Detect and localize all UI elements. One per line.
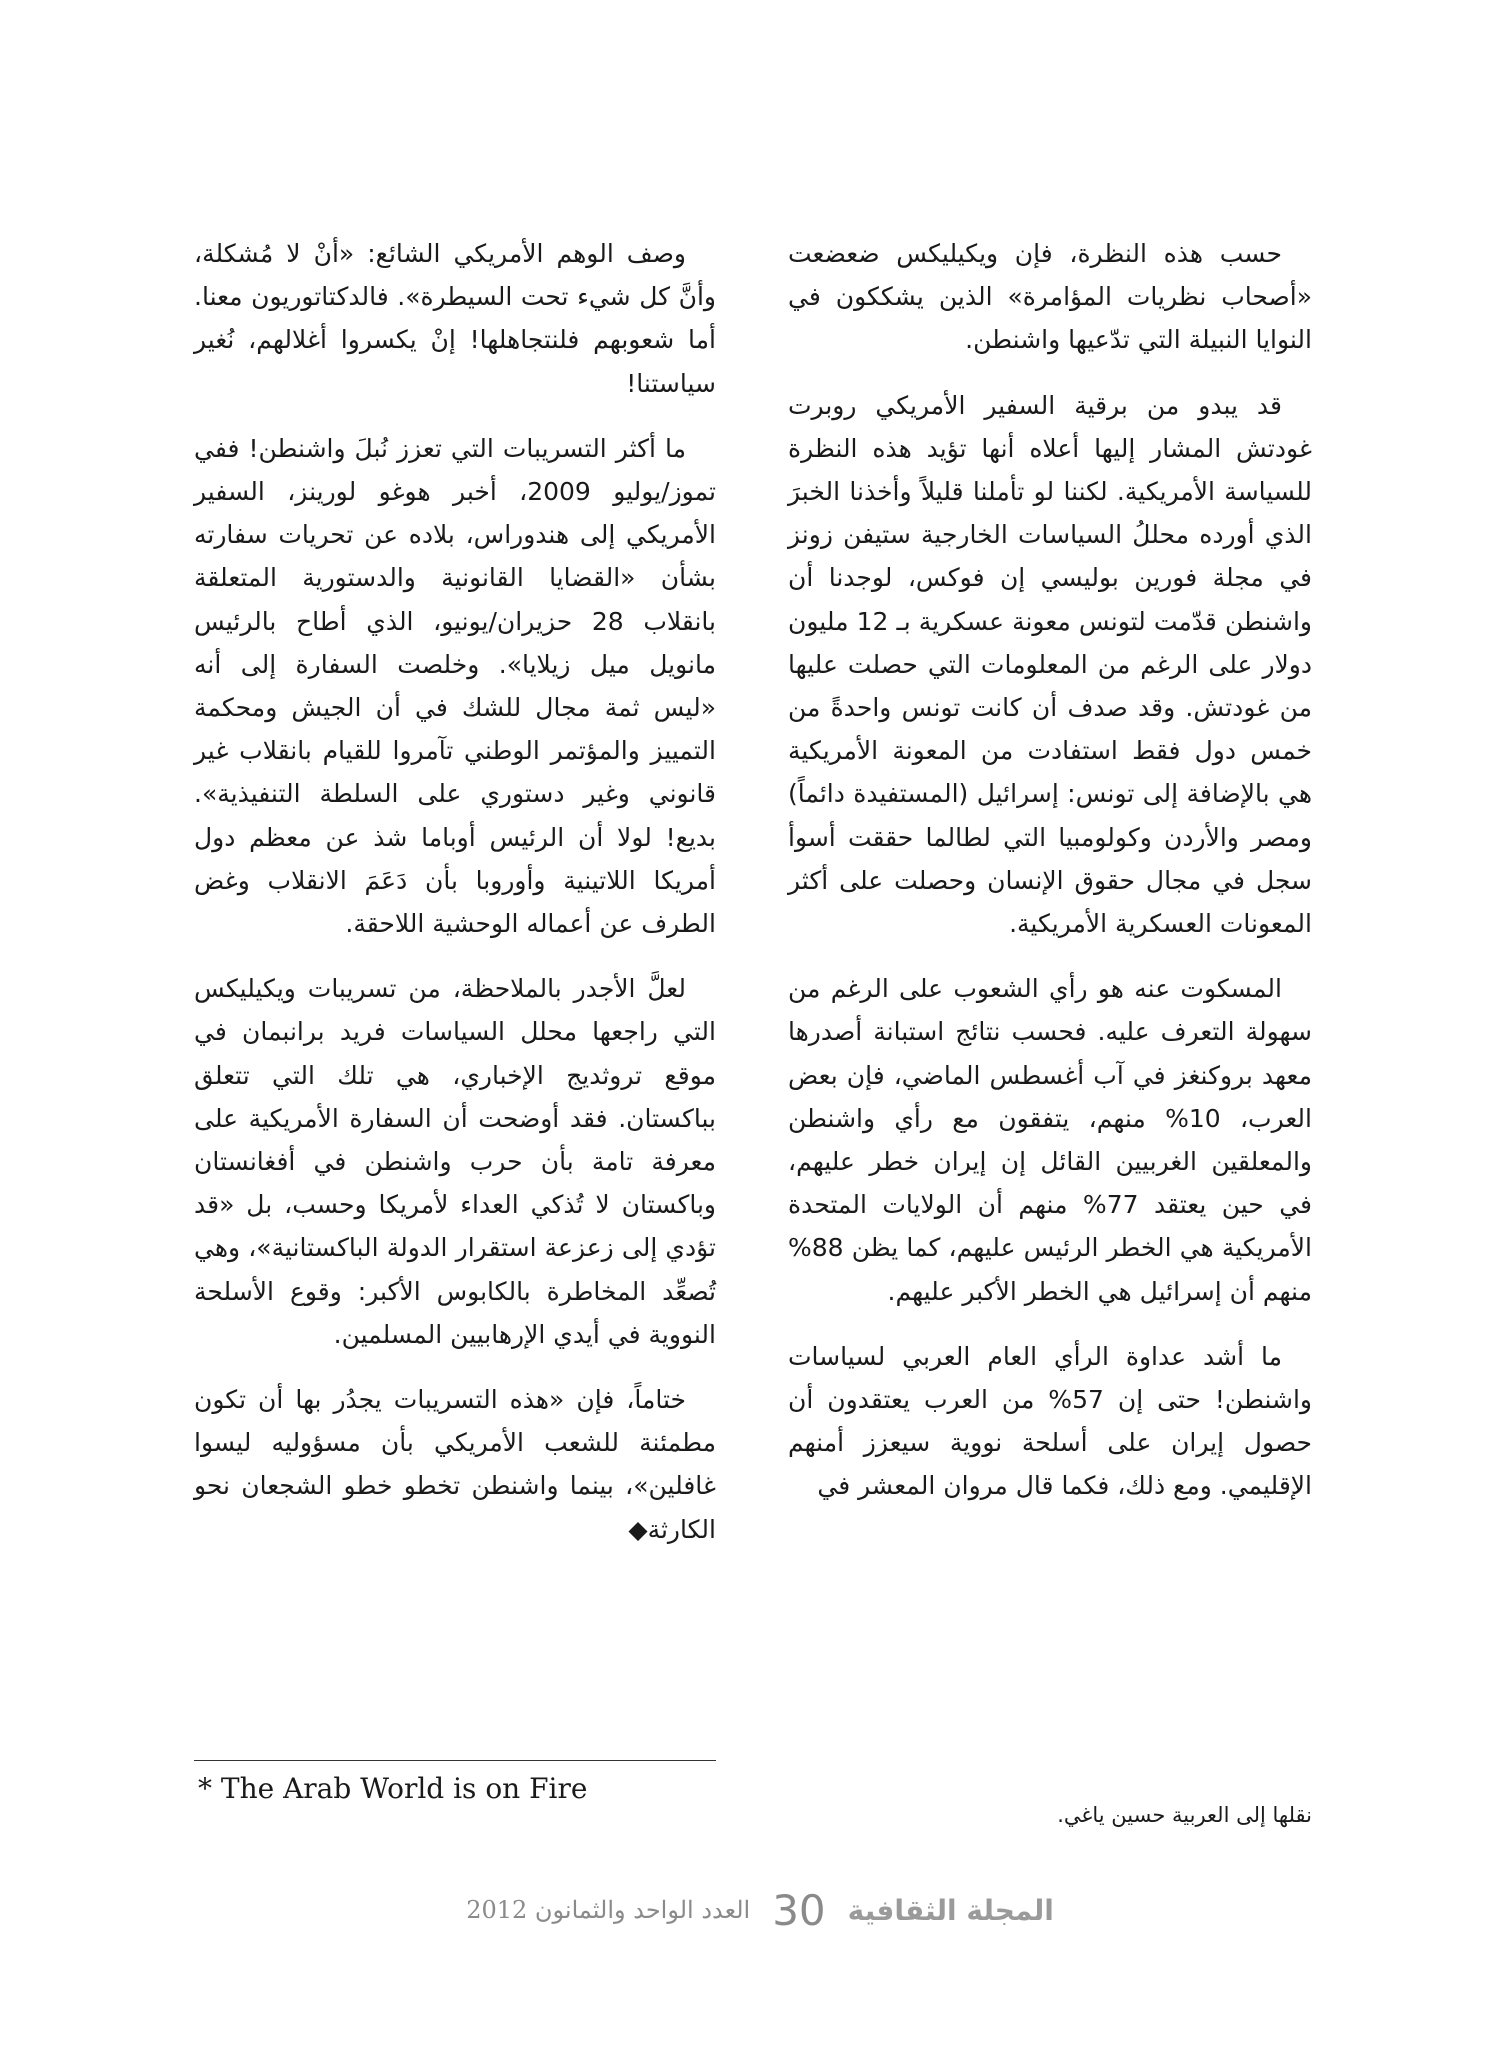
footnote: * The Arab World is on Fire (198, 1772, 588, 1805)
article-column-left (194, 232, 716, 1573)
magazine-name: المجلة الثقافية (847, 1893, 1054, 1927)
footnote-divider (194, 1760, 716, 1761)
page-number: 30 (772, 1885, 826, 1935)
article-column-right (788, 232, 1312, 1530)
paragraph: وصف الوهم الأمريكي الشائع: «أنْ لا مُشكلة، وأنَّ كل شيء تحت السيطرة». فالدكتاتوريون معنا. أما شعوبهم فلنتجاهلها! إنْ يكسروا أغلالهم، نُغير سياستنا! (194, 239, 716, 398)
paragraph: ختاماً، فإن «هذه التسريبات يجدُر بها أن تكون مطمئنة للشعب الأمريكي بأن مسؤوليه ليسوا غافلين»، بينما واشنطن تخطو خطو الشجعان نحو الكارثة◆ (194, 1385, 716, 1544)
issue-label: العدد الواحد والثمانون 2012 (466, 1896, 751, 1924)
page-footer (420, 1885, 1100, 1935)
paragraph: لعلَّ الأجدر بالملاحظة، من تسريبات ويكيليكس التي راجعها محلل السياسات فريد برانبمان في موقع تروثديج الإخباري، هي تلك التي تتعلق بباكستان. فقد أوضحت أن السفارة الأمريكية على معرفة تامة بأن حرب واشنطن في أفغانستان وباكستان لا تُذكي العداء لأمريكا وحسب، بل «قد تؤدي إلى زعزعة استقرار الدولة الباكستانية»، وهي تُصعِّد المخاطرة بالكابوس الأكبر: وقوع الأسلحة النووية في أيدي الإرهابيين المسلمين. (194, 974, 716, 1349)
paragraph: قد يبدو من برقية السفير الأمريكي روبرت غودتش المشار إليها أعلاه أنها تؤيد هذه النظرة للسياسة الأمريكية. لكننا لو تأملنا قليلاً وأخذنا الخبرَ الذي أورده محللُ السياسات الخارجية ستيفن زونز في مجلة فورين بوليسي إن فوكس، لوجدنا أن واشنطن قدّمت لتونس معونة عسكرية بـ 12 مليون دولار على الرغم من المعلومات التي حصلت عليها من غودتش. وقد صدف أن كانت تونس واحدةً من خمس دول فقط استفادت من المعونة الأمريكية هي بالإضافة إلى تونس: إسرائيل (المستفيدة دائماً) ومصر والأردن وكولومبيا التي لطالما حققت أسوأ سجل في مجال حقوق الإنسان وحصلت على أكثر المعونات العسكرية الأمريكية. (788, 390, 1312, 939)
translator-note: نقلها إلى العربية حسين ياغي. (1057, 1803, 1312, 1827)
paragraph: ما أكثر التسريبات التي تعزز نُبلَ واشنطن! ففي تموز/يوليو 2009، أخبر هوغو لورينز، السفير الأمريكي إلى هندوراس، بلاده عن تحريات سفارته بشأن «القضايا القانونية والدستورية المتعلقة بانقلاب 28 حزيران/يونيو، الذي أطاح بالرئيس مانويل ميل زيلايا». وخلصت السفارة إلى أنه «ليس ثمة مجال للشك في أن الجيش ومحكمة التمييز والمؤتمر الوطني تآمروا للقيام بانقلاب غير قانوني وغير دستوري على السلطة التنفيذية». بديع! لولا أن الرئيس أوباما شذ عن معظم دول أمريكا اللاتينية وأوروبا بأن دَعَمَ الانقلاب وغض الطرف عن أعماله الوحشية اللاحقة. (194, 433, 716, 939)
paragraph: حسب هذه النظرة، فإن ويكيليكس ضعضعت «أصحاب نظريات المؤامرة» الذين يشككون في النوايا النبيلة التي تدّعيها واشنطن. (788, 239, 1312, 355)
paragraph: ما أشد عداوة الرأي العام العربي لسياسات واشنطن! حتى إن 57% من العرب يعتقدون أن حصول إيران على أسلحة نووية سيعزز أمنهم الإقليمي. ومع ذلك، فكما قال مروان المعشر في (788, 1341, 1312, 1501)
paragraph: المسكوت عنه هو رأي الشعوب على الرغم من سهولة التعرف عليه. فحسب نتائج استبانة أصدرها معهد بروكنغز في آب أغسطس الماضي، فإن بعض العرب، 10% منهم، يتفقون مع رأي واشنطن والمعلقين الغربيين القائل إن إيران خطر عليهم، في حين يعتقد 77% منهم أن الولايات المتحدة الأمريكية هي الخطر الرئيس عليهم، كما يظن 88% منهم أن إسرائيل هي الخطر الأكبر عليهم. (788, 974, 1312, 1306)
